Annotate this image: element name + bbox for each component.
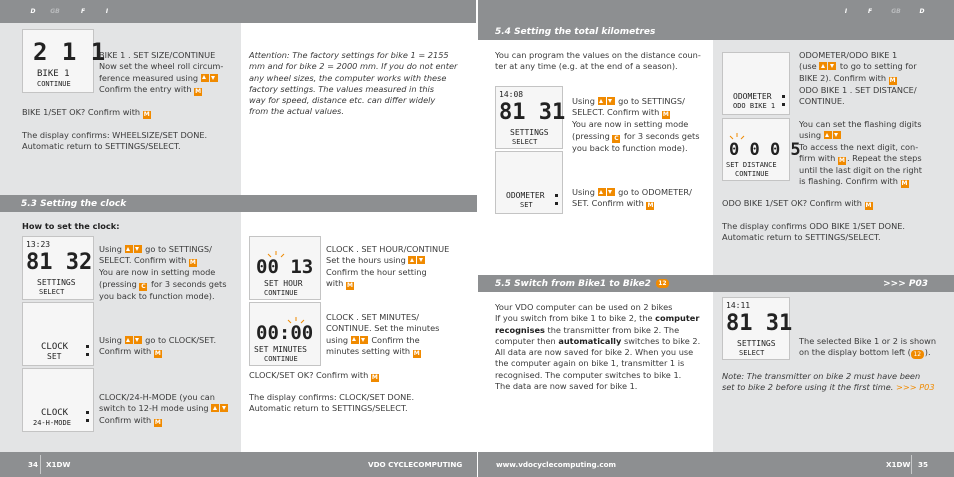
text-line: using (799, 130, 822, 141)
arrow-up-icon (351, 336, 359, 344)
text-line: Your VDO computer can be used on 2 bikes (495, 302, 673, 312)
text-line: you back to function mode). (99, 290, 215, 301)
lcd-label: SELECT (39, 288, 65, 296)
lcd-odo-settings (495, 86, 566, 149)
text-line: You can set the flashing digits (799, 119, 922, 129)
text-line: any wheel sizes, the computer works with these (249, 72, 447, 83)
lcd-label: CONTINUE (37, 80, 71, 88)
section-5-3-heading: 5.3 Setting the clock (0, 195, 477, 212)
text-line: (pressing (99, 278, 137, 289)
text-line: go to SETTINGS/ (618, 96, 685, 106)
text-line: factory settings. The values measured in this (249, 83, 435, 94)
lcd-digits: 00:00 (256, 322, 314, 344)
footer-divider (911, 455, 912, 474)
m-button-icon: M (865, 202, 872, 209)
page-number-left: 34 (28, 460, 39, 469)
text-line: go to ODOMETER/ (618, 187, 692, 197)
bold-text: recognises (495, 324, 545, 335)
text-line: You are now in setting mode (99, 267, 216, 278)
text-line: ference measured using (99, 72, 199, 83)
lcd-bike1-size (22, 29, 106, 93)
bike-set-ok (22, 107, 241, 119)
arrow-down-icon (607, 188, 615, 196)
text-line: Using (572, 187, 595, 197)
lang-tab-i[interactable]: I (105, 8, 109, 15)
m-button-icon: M (346, 281, 353, 289)
section-5-4-heading: 5.4 Setting the total kilometres (478, 23, 954, 40)
arrow-up-icon (819, 62, 827, 70)
text-line: CLOCK . SET HOUR/CONTINUE (326, 244, 450, 254)
text-line: using (326, 334, 349, 345)
clock-step-4 (326, 244, 476, 290)
text-line: the computer again on bike 1, transmitter 1 is (495, 358, 685, 369)
lcd-label: SET (520, 201, 533, 209)
lcd-odo-bike1 (722, 52, 790, 115)
arrow-down-icon (220, 404, 228, 412)
text-line: Automatic return to SETTINGS/SELECT. (249, 403, 408, 414)
lcd-label: CONTINUE (264, 355, 298, 363)
lcd-digits: 0 0 0 5 (729, 140, 801, 160)
lcd-digits: 81 31 (499, 100, 566, 125)
lang-tab-gb[interactable]: GB (50, 8, 60, 15)
page-gutter (476, 0, 478, 477)
m-button-icon: M (662, 111, 669, 119)
text-line: the transmitter from bike 2. The (547, 324, 680, 335)
lcd-label: SELECT (512, 138, 538, 146)
attention-note (249, 50, 475, 118)
text-line: Confirm the hour setting (326, 266, 427, 277)
text-line: Confirm with (99, 346, 152, 357)
arrow-up-icon (598, 188, 606, 196)
text-line: You are now in setting mode (572, 119, 689, 130)
text-line: Attention: The factory settings for bike 1 = 2155 (249, 50, 449, 60)
lcd-digits: 81 32 (26, 250, 93, 275)
page-reference-link[interactable]: >>> P03 (896, 382, 935, 393)
m-button-icon: M (371, 374, 378, 381)
m-button-icon: M (889, 76, 896, 84)
lcd-label: CLOCK (41, 342, 69, 352)
brand-name: VDO CYCLECOMPUTING (368, 460, 463, 469)
text-line: Using (99, 244, 122, 254)
section-5-5-heading (478, 275, 954, 292)
arrow-up-icon (598, 97, 606, 105)
text-line: ter at any time (e.g. at the end of a season). (495, 61, 678, 72)
text-line: ODOMETER/ODO BIKE 1 (799, 50, 898, 60)
model-name-left: X1DW (46, 460, 71, 469)
lang-tab-f-right[interactable]: F (867, 8, 873, 15)
bike-size-text (99, 50, 241, 96)
text-line: SET. Confirm with (572, 198, 644, 209)
m-button-icon: M (838, 156, 845, 164)
lcd-settings-select (22, 236, 94, 300)
clock-step-2 (99, 335, 241, 358)
lcd-label: SETTINGS (510, 128, 549, 137)
text-line: go to SETTINGS/ (145, 244, 212, 254)
text-line: mm and for bike 2 = 2000 mm. If you do not enter (249, 61, 458, 72)
lcd-label: SELECT (739, 349, 765, 357)
m-button-icon: M (189, 259, 196, 267)
arrow-up-icon (824, 131, 832, 139)
clock-step-5 (326, 312, 476, 358)
odo-step-1 (572, 96, 712, 154)
text-line: Using (99, 335, 122, 345)
lcd-digits: 81 31 (726, 311, 793, 336)
text-line: CLOCK/SET OK? Confirm with (249, 370, 369, 380)
lang-tab-d[interactable]: D (30, 8, 36, 15)
arrow-up-icon (125, 336, 133, 344)
c-button-icon: C (614, 134, 619, 142)
text-line: computer then (495, 335, 556, 346)
lcd-label: SET (47, 352, 62, 361)
lang-tab-gb-right[interactable]: GB (891, 8, 901, 15)
m-button-icon: M (647, 202, 654, 210)
text-line: switches to bike 2. (623, 335, 701, 346)
arrow-down-icon (828, 62, 836, 70)
text-line: on the display bottom left ( (799, 347, 911, 358)
text-line: The selected Bike 1 or 2 is shown (799, 336, 937, 346)
lcd-label: ODOMETER (733, 92, 772, 101)
text-line: The data are now saved for bike 1. (495, 381, 638, 392)
arrow-down-icon (134, 245, 142, 253)
lcd-label: ODOMETER (506, 191, 545, 200)
lcd-set-minutes (249, 302, 321, 366)
page-reference[interactable]: >>> P03 (883, 278, 928, 289)
arrow-down-icon (134, 336, 142, 344)
lang-tab-i-right[interactable]: I (844, 8, 848, 15)
bike-shown-text: The selected Bike 1 or 2 is shown on the display bottom left ( 12 ). (799, 336, 951, 359)
text-line: go to CLOCK/SET. (145, 335, 217, 345)
lcd-set-hour (249, 236, 321, 300)
lcd-label: CONTINUE (735, 170, 769, 178)
odo-confirm (722, 221, 952, 244)
lang-tab-f[interactable]: F (80, 8, 86, 15)
lcd-label: BIKE 1 (37, 69, 70, 79)
model-name-right: X1DW (886, 460, 911, 469)
m-button-icon: M (195, 87, 202, 95)
text-line: switch to 12-H mode using (99, 403, 209, 414)
text-line: Set the hours using (326, 255, 406, 266)
text-line: Confirm the entry with (99, 83, 192, 94)
text-line: SELECT. Confirm with (572, 107, 660, 118)
text-line: Note: The transmitter on bike 2 must have been (722, 371, 921, 381)
text-line: Using (572, 96, 595, 106)
bold-text: automatically (558, 335, 622, 346)
clock-step-1 (99, 244, 241, 302)
text-line: You can program the values on the distance coun- (495, 50, 701, 60)
footer-left (0, 452, 477, 477)
arrow-down-icon (360, 336, 368, 344)
text-line: is flashing. Confirm with (799, 176, 898, 187)
text-line: to go to setting for (839, 61, 917, 72)
wheelsize-confirm (22, 130, 241, 153)
text-line: The display confirms: CLOCK/SET DONE. (249, 392, 415, 402)
text-line: until the last digit on the right (799, 164, 922, 175)
arrow-up-icon (125, 245, 133, 253)
bold-text: How to set the clock: (22, 221, 120, 231)
lcd-label: SET MINUTES (254, 345, 307, 354)
lcd-clock-set (22, 302, 94, 366)
bike-number-icon: 12 (656, 279, 669, 288)
lcd-label: ODO BIKE 1 (733, 102, 776, 110)
lcd-top: 13:23 (26, 240, 51, 249)
odo-step-2 (572, 187, 712, 210)
text-line: Confirm with (99, 414, 152, 425)
arrow-down-icon (833, 131, 841, 139)
footer-divider (40, 455, 41, 474)
m-button-icon: M (154, 350, 161, 358)
lcd-digits: 2 1 1 (33, 38, 106, 66)
howto-clock (22, 221, 119, 232)
text-line: ODO BIKE 1/SET OK? Confirm with (722, 198, 862, 208)
arrow-up-icon (211, 404, 219, 412)
lcd-clock-24h (22, 368, 94, 432)
page-number-right: 35 (918, 460, 929, 469)
text-line: The display confirms: WHEELSIZE/SET DONE. (22, 130, 208, 140)
m-button-icon: M (154, 418, 161, 426)
text-line: BIKE 1 . SET SIZE/CONTINUE (99, 50, 216, 60)
text-line: CLOCK/24-H-MODE (you can (99, 392, 215, 402)
text-line: with (326, 277, 344, 288)
text-line: BIKE 2). Confirm with (799, 72, 887, 83)
odo-intro (495, 50, 707, 73)
header-bar-right (477, 0, 954, 23)
clock-set-ok (249, 370, 475, 382)
arrow-up-icon (408, 256, 416, 264)
text-line: (use (799, 61, 817, 72)
lcd-top: 14:08 (499, 90, 524, 99)
m-button-icon: M (143, 111, 150, 118)
arrow-down-icon (417, 256, 425, 264)
lcd-top: 14:11 (726, 301, 751, 310)
lcd-digits: 00 13 (256, 256, 314, 278)
text-line: for 3 seconds gets (151, 278, 227, 289)
lcd-label: CLOCK (41, 408, 69, 418)
text-line: set to bike 2 before using it the first time. (722, 382, 894, 393)
bike-number-icon: 12 (911, 350, 924, 359)
switch-body (495, 302, 707, 392)
lcd-label: SETTINGS (737, 339, 776, 348)
text-line: firm with (799, 152, 836, 163)
lcd-set-distance (722, 118, 801, 181)
text-line: . Repeat the steps (846, 152, 922, 163)
text-line: To access the next digit, con- (799, 141, 919, 152)
text-line: Automatic return to SETTINGS/SELECT. (22, 141, 181, 152)
text-line: from the actual values. (249, 106, 344, 117)
text-line: minutes setting with (326, 345, 411, 356)
text-line: way for speed, distance etc. can differ widely (249, 95, 436, 106)
lcd-label: SET HOUR (264, 279, 303, 288)
text-line: Confirm the (371, 334, 420, 345)
text-line: CLOCK . SET MINUTES/ (326, 312, 420, 322)
odo-step-4 (799, 119, 951, 188)
text-line: All data are now saved for bike 2. When you use (495, 347, 694, 358)
lang-tab-d-right[interactable]: D (919, 8, 925, 15)
text-line: CONTINUE. (799, 95, 845, 106)
odo-set-ok (722, 198, 952, 210)
text-line: Now set the wheel roll circum- (99, 61, 224, 72)
clock-confirm (249, 392, 475, 415)
text-line: If you switch from bike 1 to bike 2, the (495, 313, 653, 324)
arrow-up-icon (201, 74, 209, 82)
text-line: Automatic return to SETTINGS/SELECT. (722, 232, 881, 243)
section-title: 5.5 Switch from Bike1 to Bike2 (495, 278, 651, 289)
text-line: for 3 seconds gets (624, 130, 700, 141)
text-line: SELECT. Confirm with (99, 255, 187, 266)
arrow-down-icon (210, 74, 218, 82)
clock-step-3 (99, 392, 241, 427)
lcd-label: SETTINGS (37, 278, 76, 287)
lcd-label: SET DISTANCE (726, 161, 777, 169)
text-line: BIKE 1/SET OK? Confirm with (22, 107, 141, 117)
m-button-icon: M (413, 349, 420, 357)
text-line: (pressing (572, 130, 610, 141)
text-line: you back to function mode). (572, 142, 688, 153)
footer-right (478, 452, 954, 477)
c-button-icon: C (141, 282, 146, 290)
lcd-label: 24-H-MODE (33, 419, 71, 427)
lcd-bike-switch (722, 297, 793, 360)
bold-text: computer (655, 313, 700, 324)
m-button-icon: M (901, 180, 908, 188)
text-line: recognised. The computer switches to bike 1. (495, 369, 682, 380)
text-line: CONTINUE. Set the minutes (326, 323, 440, 334)
lcd-label: CONTINUE (264, 289, 298, 297)
transmitter-note (722, 371, 954, 394)
odo-step-3 (799, 50, 949, 107)
header-bar-left (0, 0, 477, 23)
arrow-down-icon (607, 97, 615, 105)
website-url[interactable]: www.vdocyclecomputing.com (496, 460, 617, 469)
text-line: The display confirms ODO BIKE 1/SET DONE. (722, 221, 905, 231)
text-line: ODO BIKE 1 . SET DISTANCE/ (799, 84, 917, 95)
lcd-odometer-set (495, 151, 563, 214)
